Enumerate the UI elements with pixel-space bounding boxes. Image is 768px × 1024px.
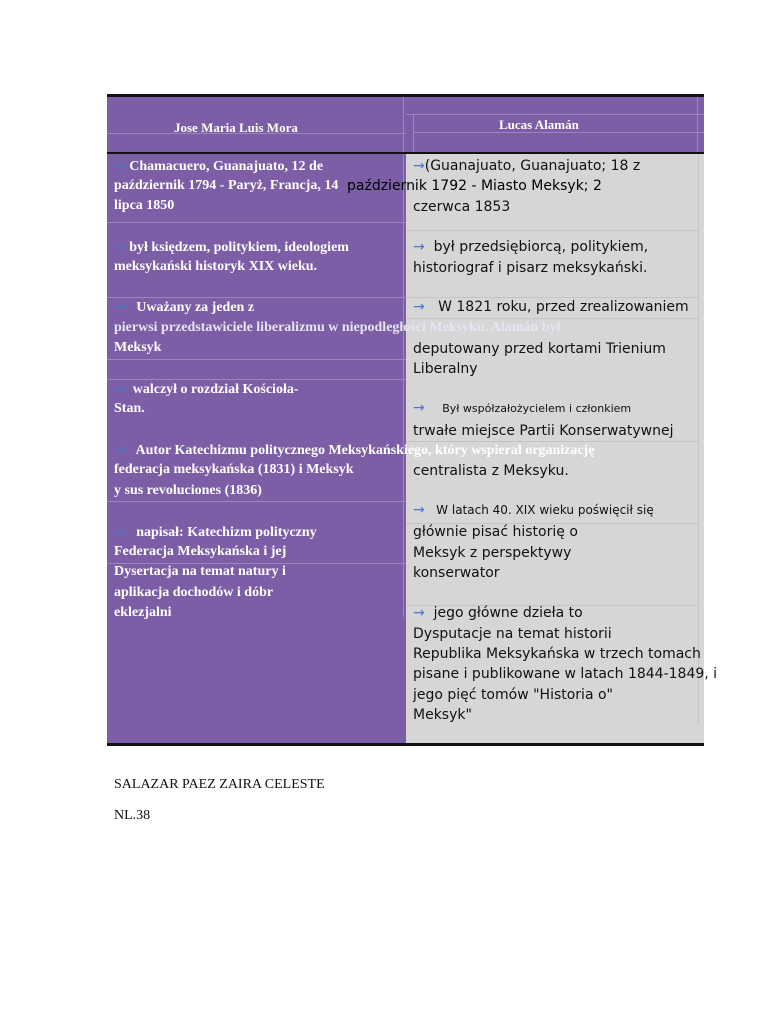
arrow-right-icon: → (114, 381, 126, 397)
right-entry-4: → Był współzałożycielem i członkiem (413, 400, 632, 416)
left-overflow-line: pierwsi przedstawiciele liberalizmu w niepodległości Meksyku. Alamán był (114, 320, 561, 335)
right-entry-5: → W latach 40. XIX wieku poświęcił się (413, 502, 654, 518)
left-line: Dysertacja na temat natury i (114, 564, 286, 579)
right-line: pisane i publikowane w latach 1844-1849, i (413, 666, 718, 682)
left-entry-3: → Uważany za jeden z (114, 299, 255, 315)
right-line: historiograf i pisarz meksykański. (413, 260, 648, 276)
author-name: SALAZAR PAEZ ZAIRA CELESTE (114, 777, 325, 792)
header-left: Jose Maria Luis Mora (174, 120, 298, 135)
arrow-right-icon: → (114, 442, 126, 458)
header-divider (107, 152, 704, 154)
right-line: czerwca 1853 (413, 199, 511, 215)
arrow-right-icon: → (413, 502, 425, 518)
left-line: Stan. (114, 401, 145, 416)
left-line: meksykański historyk XIX wieku. (114, 259, 318, 274)
right-line: Dysputacje na temat historii (413, 626, 612, 642)
arrow-right-icon: → (114, 299, 126, 315)
right-entry-6: → jego główne dzieła to (413, 605, 583, 621)
right-entry-2: → był przedsiębiorcą, politykiem, (413, 239, 649, 255)
right-line: głównie pisać historię o (413, 524, 578, 540)
arrow-right-icon: → (114, 524, 126, 540)
right-line: trwałe miejsce Partii Konserwatywnej (413, 423, 674, 439)
right-line: jego pięć tomów "Historia o" (413, 687, 613, 703)
comparison-table (107, 94, 718, 746)
right-line: Liberalny (413, 361, 478, 377)
arrow-right-icon: → (114, 158, 126, 174)
right-line: Republika Meksykańska w trzech tomach (413, 646, 701, 662)
right-line: Meksyk z perspektywy (413, 545, 572, 561)
left-line: y sus revoluciones (1836) (114, 483, 262, 498)
left-entry-2: → był księdzem, politykiem, ideologiem (114, 239, 349, 255)
right-entry-1: →(Guanajuato, Guanajuato; 18 z (413, 158, 641, 174)
left-entry-5: → Autor Katechizmu politycznego Meksykańskiego, który wspierał organizację (114, 442, 595, 458)
right-line: centralista z Meksyku. (413, 463, 569, 479)
arrow-right-icon: → (114, 239, 126, 255)
left-line: lipca 1850 (114, 198, 175, 213)
left-line: Meksyk (114, 340, 162, 355)
arrow-right-icon: → (413, 158, 425, 174)
left-line: federacja meksykańska (1831) i Meksyk (114, 462, 354, 477)
arrow-right-icon: → (413, 400, 425, 416)
left-entry-6: → napisał: Katechizm polityczny (114, 524, 317, 540)
right-line: konserwator (413, 565, 500, 581)
right-entry-3: → W 1821 roku, przed zrealizowaniem (413, 299, 689, 315)
left-entry-4: → walczył o rozdział Kościoła- (114, 381, 299, 397)
arrow-right-icon: → (413, 299, 425, 315)
author-code: NL.38 (114, 808, 151, 823)
left-line: eklezjalni (114, 605, 172, 620)
arrow-right-icon: → (413, 239, 425, 255)
right-line: Meksyk" (413, 707, 472, 723)
left-line: Federacja Meksykańska i jej (114, 544, 287, 559)
left-line: aplikacja dochodów i dóbr (114, 585, 274, 600)
right-line: deputowany przed kortami Trienium (413, 341, 666, 357)
arrow-right-icon: → (413, 605, 425, 621)
header-right: Lucas Alamán (499, 117, 579, 132)
left-entry-1: → Chamacuero, Guanajuato, 12 de (114, 158, 324, 174)
right-overflow-line: październik 1792 - Miasto Meksyk; 2 (347, 178, 602, 194)
left-line: październik 1794 - Paryż, Francja, 14 (114, 178, 339, 193)
